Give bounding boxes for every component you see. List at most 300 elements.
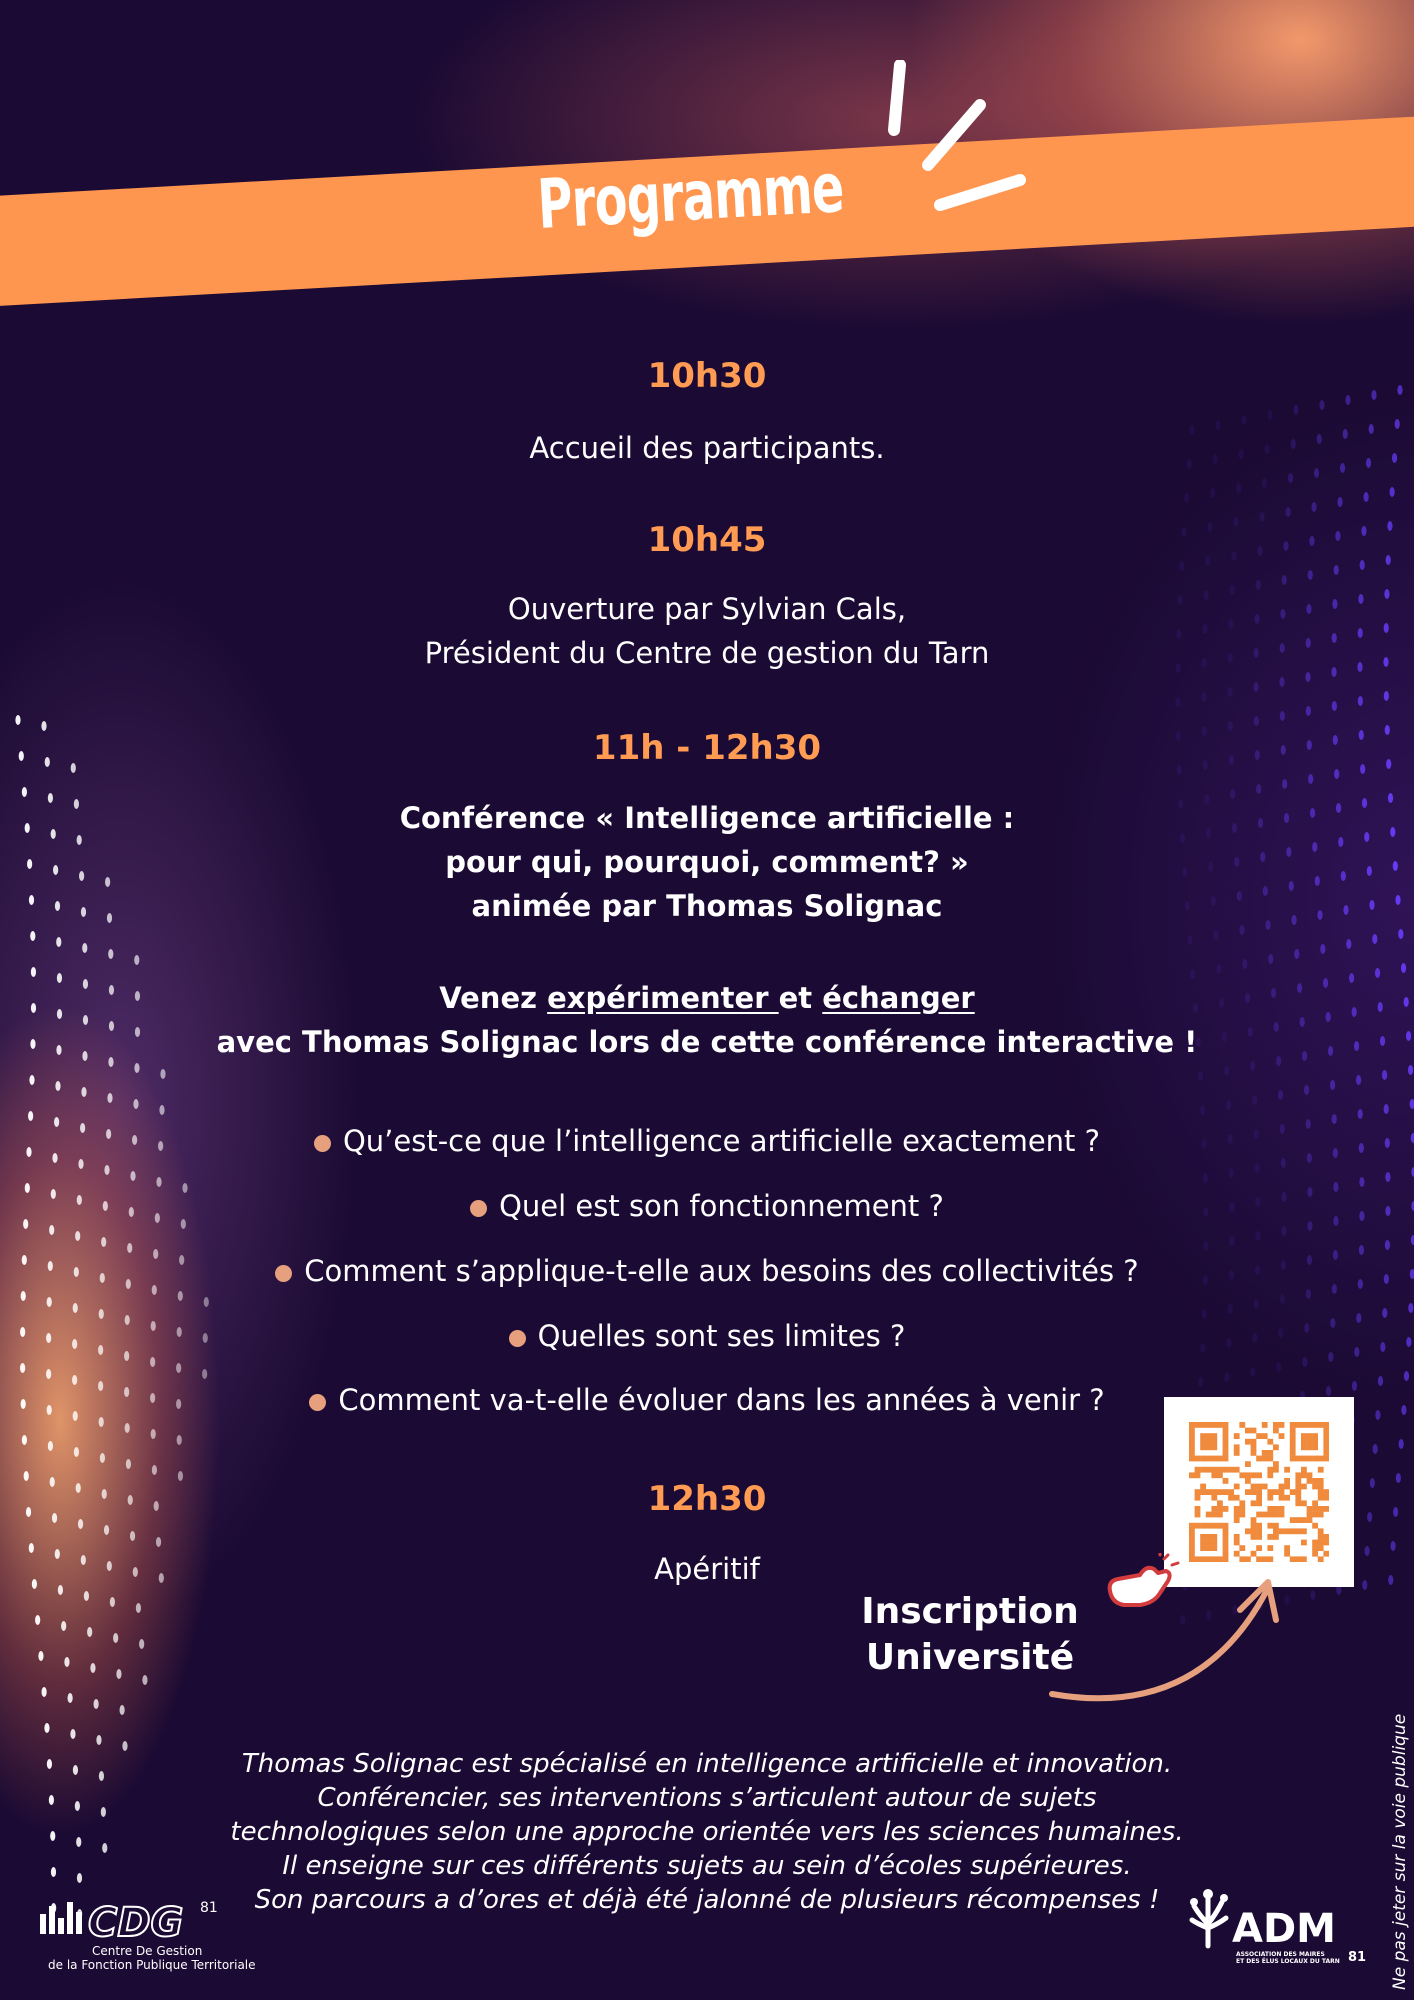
qr-module bbox=[1295, 1528, 1301, 1534]
qr-module bbox=[1312, 1444, 1318, 1450]
qr-module bbox=[1301, 1484, 1307, 1490]
decor-dot bbox=[1224, 1372, 1229, 1382]
qr-module bbox=[1217, 1456, 1223, 1462]
decor-dot bbox=[15, 715, 20, 725]
decor-dot bbox=[152, 1465, 157, 1475]
qr-module bbox=[1206, 1489, 1212, 1495]
decor-dot bbox=[151, 1429, 156, 1439]
qr-module bbox=[1195, 1512, 1201, 1518]
qr-module bbox=[1200, 1439, 1206, 1445]
decor-dot bbox=[47, 1297, 52, 1307]
list-item: Qu’est-ce que l’intelligence artificielle exactement ? bbox=[0, 1124, 1414, 1158]
qr-module bbox=[1273, 1428, 1279, 1434]
decor-dot bbox=[1203, 1173, 1208, 1183]
qr-module bbox=[1290, 1428, 1296, 1434]
qr-module bbox=[1200, 1467, 1206, 1473]
qr-module bbox=[1295, 1484, 1301, 1490]
qr-module bbox=[1195, 1489, 1201, 1495]
qr-module bbox=[1211, 1512, 1217, 1518]
decor-dot bbox=[202, 1369, 207, 1379]
qr-module bbox=[1318, 1495, 1324, 1501]
qr-module bbox=[1256, 1512, 1262, 1518]
qr-module bbox=[1307, 1444, 1313, 1450]
decor-dot bbox=[1363, 492, 1368, 502]
decor-dot bbox=[176, 1363, 181, 1373]
qr-module bbox=[1189, 1439, 1195, 1445]
bullet-dot-icon bbox=[314, 1135, 331, 1152]
qr-module bbox=[1301, 1456, 1307, 1462]
qr-module bbox=[1262, 1450, 1268, 1456]
qr-module bbox=[1279, 1506, 1285, 1512]
qr-module bbox=[1295, 1422, 1301, 1428]
qr-module bbox=[1200, 1484, 1206, 1490]
decor-dot bbox=[1332, 701, 1337, 711]
qr-module bbox=[1234, 1512, 1240, 1518]
decor-dot bbox=[1311, 502, 1316, 512]
schedule-text: Ouverture par Sylvian Cals, bbox=[507, 592, 907, 626]
qr-module bbox=[1223, 1428, 1229, 1434]
qr-code[interactable] bbox=[1164, 1397, 1354, 1587]
decor-dot bbox=[94, 1699, 99, 1709]
decor-dot bbox=[120, 1705, 125, 1715]
qr-module bbox=[1312, 1456, 1318, 1462]
qr-module bbox=[1211, 1556, 1217, 1562]
decor-dot bbox=[156, 1537, 161, 1547]
qr-module bbox=[1189, 1556, 1195, 1562]
qr-module bbox=[1189, 1422, 1195, 1428]
decor-dot bbox=[156, 1177, 161, 1187]
qr-module bbox=[1323, 1450, 1329, 1456]
decor-dot bbox=[1216, 964, 1221, 974]
qr-module bbox=[1279, 1484, 1285, 1490]
qr-module bbox=[1228, 1495, 1234, 1501]
qr-module bbox=[1295, 1500, 1301, 1506]
decor-dot bbox=[1384, 1104, 1389, 1114]
qr-module bbox=[1239, 1422, 1245, 1428]
decor-dot bbox=[96, 1735, 101, 1745]
decor-dot bbox=[107, 1093, 112, 1103]
qr-module bbox=[1189, 1523, 1195, 1529]
qr-module bbox=[1290, 1444, 1296, 1450]
decor-dot bbox=[1384, 691, 1389, 701]
qr-module bbox=[1206, 1545, 1212, 1551]
qr-module bbox=[1295, 1478, 1301, 1484]
qr-module bbox=[1223, 1433, 1229, 1439]
side-note: Ne pas jeter sur la voie publique bbox=[1390, 1713, 1410, 1990]
qr-module bbox=[1318, 1545, 1324, 1551]
qr-module bbox=[1301, 1433, 1307, 1439]
qr-module bbox=[1290, 1433, 1296, 1439]
qr-module bbox=[1234, 1433, 1240, 1439]
decor-dot bbox=[1399, 1439, 1404, 1449]
qr-module bbox=[1279, 1422, 1285, 1428]
decor-dot bbox=[101, 1237, 106, 1247]
decor-dot bbox=[1306, 1289, 1311, 1299]
qr-module bbox=[1256, 1556, 1262, 1562]
qr-module bbox=[1195, 1467, 1201, 1473]
decor-dot bbox=[1252, 1095, 1257, 1105]
qr-module bbox=[1290, 1489, 1296, 1495]
qr-module bbox=[1256, 1500, 1262, 1506]
qr-module bbox=[1217, 1523, 1223, 1529]
time-label: 10h45 bbox=[647, 520, 767, 560]
decor-dot bbox=[1187, 935, 1192, 945]
qr-module bbox=[1251, 1534, 1257, 1540]
decor-dot bbox=[1200, 1105, 1205, 1115]
qr-module bbox=[1312, 1484, 1318, 1490]
decor-dot bbox=[1255, 1231, 1260, 1241]
registration-label: Inscription Université bbox=[861, 1591, 1079, 1678]
qr-module bbox=[1290, 1456, 1296, 1462]
decor-dot bbox=[1229, 1236, 1234, 1246]
qr-module bbox=[1206, 1467, 1212, 1473]
qr-module bbox=[1256, 1433, 1262, 1439]
qr-module bbox=[1251, 1428, 1257, 1434]
decor-dot bbox=[1308, 570, 1313, 580]
qr-module bbox=[1267, 1495, 1273, 1501]
qr-module bbox=[1295, 1556, 1301, 1562]
qr-module bbox=[1301, 1467, 1307, 1473]
qr-module bbox=[1318, 1456, 1324, 1462]
qr-module bbox=[1245, 1528, 1251, 1534]
decor-dot bbox=[55, 1081, 60, 1091]
decor-dot bbox=[1241, 415, 1246, 425]
qr-module bbox=[1273, 1489, 1279, 1495]
qr-module bbox=[1295, 1517, 1301, 1523]
qr-module bbox=[1262, 1484, 1268, 1490]
list-item: Comment va-t-elle évoluer dans les années à venir ? bbox=[0, 1383, 1414, 1417]
qr-module bbox=[1234, 1517, 1240, 1523]
qr-module bbox=[1267, 1523, 1273, 1529]
qr-module bbox=[1273, 1461, 1279, 1467]
qr-module bbox=[1273, 1528, 1279, 1534]
decor-dot bbox=[1262, 478, 1267, 488]
decor-dot bbox=[1242, 959, 1247, 969]
decor-dot bbox=[1229, 1168, 1234, 1178]
qr-module bbox=[1223, 1489, 1229, 1495]
decor-dot bbox=[1328, 1352, 1333, 1362]
decor-dot bbox=[20, 1363, 25, 1373]
decor-dot bbox=[1294, 949, 1299, 959]
cdg-subtitle: Centre De Gestion de la Fonction Publique Territoriale bbox=[48, 1944, 256, 1972]
decor-dot bbox=[70, 1729, 75, 1739]
qr-module bbox=[1239, 1506, 1245, 1512]
decor-dot bbox=[44, 1723, 49, 1733]
qr-module bbox=[1211, 1444, 1217, 1450]
qr-module bbox=[1267, 1450, 1273, 1456]
qr-module bbox=[1211, 1456, 1217, 1462]
adm-number: 81 bbox=[1348, 1950, 1367, 1965]
qr-module bbox=[1206, 1433, 1212, 1439]
decor-dot bbox=[87, 1627, 92, 1637]
qr-module bbox=[1262, 1433, 1268, 1439]
qr-module bbox=[1284, 1528, 1290, 1534]
decor-dot bbox=[1408, 1303, 1413, 1313]
qr-module bbox=[1318, 1467, 1324, 1473]
qr-module bbox=[1239, 1500, 1245, 1506]
qr-module bbox=[1251, 1484, 1257, 1490]
qr-module bbox=[1195, 1556, 1201, 1562]
decor-dot bbox=[1210, 488, 1215, 498]
qr-module bbox=[1200, 1456, 1206, 1462]
decor-dot bbox=[178, 1291, 183, 1301]
qr-module bbox=[1228, 1489, 1234, 1495]
qr-module bbox=[1223, 1467, 1229, 1473]
qr-module bbox=[1312, 1478, 1318, 1484]
decor-dot bbox=[61, 1621, 66, 1631]
qr-module bbox=[1318, 1556, 1324, 1562]
qr-module bbox=[1267, 1545, 1273, 1551]
qr-module bbox=[1217, 1556, 1223, 1562]
qr-module bbox=[1211, 1545, 1217, 1551]
qr-module bbox=[1318, 1489, 1324, 1495]
qr-module bbox=[1301, 1556, 1307, 1562]
qr-module bbox=[1200, 1422, 1206, 1428]
qr-module bbox=[1307, 1478, 1313, 1484]
qr-module bbox=[1223, 1478, 1229, 1484]
decor-dot bbox=[1358, 1109, 1363, 1119]
qr-module bbox=[1206, 1556, 1212, 1562]
qr-module bbox=[1211, 1534, 1217, 1540]
qr-module bbox=[1223, 1534, 1229, 1540]
decor-dot bbox=[1175, 697, 1180, 707]
decor-dot bbox=[1213, 930, 1218, 940]
qr-module bbox=[1251, 1444, 1257, 1450]
decor-dot bbox=[1285, 507, 1290, 517]
decor-dot bbox=[1202, 1309, 1207, 1319]
qr-module bbox=[1256, 1456, 1262, 1462]
decor-dot bbox=[1276, 1362, 1281, 1372]
qr-module bbox=[1206, 1439, 1212, 1445]
qr-module bbox=[1189, 1551, 1195, 1557]
qr-module bbox=[1239, 1512, 1245, 1518]
invite-line-2: avec Thomas Solignac lors de cette conférence interactive ! bbox=[216, 1025, 1198, 1059]
decor-dot bbox=[73, 1303, 78, 1313]
decor-dot bbox=[42, 1687, 47, 1697]
qr-module bbox=[1256, 1495, 1262, 1501]
qr-module bbox=[1200, 1444, 1206, 1450]
qr-module bbox=[1312, 1540, 1318, 1546]
decor-dot bbox=[1256, 784, 1261, 794]
qr-module bbox=[1323, 1444, 1329, 1450]
time-label: 11h - 12h30 bbox=[592, 728, 822, 768]
decor-dot bbox=[90, 1663, 95, 1673]
qr-module bbox=[1267, 1556, 1273, 1562]
decor-dot bbox=[29, 1075, 34, 1085]
qr-module bbox=[1323, 1551, 1329, 1557]
decor-dot bbox=[1385, 1172, 1390, 1182]
decor-dot bbox=[21, 1291, 26, 1301]
qr-module bbox=[1312, 1545, 1318, 1551]
qr-module bbox=[1223, 1450, 1229, 1456]
decor-dot bbox=[1319, 400, 1324, 410]
decor-dot bbox=[1410, 1099, 1414, 1109]
svg-text:CDG: CDG bbox=[88, 1900, 184, 1946]
qr-module bbox=[1323, 1422, 1329, 1428]
qr-module bbox=[1312, 1422, 1318, 1428]
qr-module bbox=[1256, 1484, 1262, 1490]
decor-dot bbox=[1359, 1177, 1364, 1187]
qr-module bbox=[1273, 1506, 1279, 1512]
qr-module bbox=[1295, 1472, 1301, 1478]
conference-speaker: animée par Thomas Solignac bbox=[471, 889, 943, 923]
qr-module bbox=[1189, 1456, 1195, 1462]
qr-module bbox=[1189, 1433, 1195, 1439]
adm-logo bbox=[1188, 1884, 1348, 1954]
qr-module bbox=[1200, 1545, 1206, 1551]
qr-module bbox=[1256, 1523, 1262, 1529]
qr-module bbox=[1189, 1540, 1195, 1546]
qr-module bbox=[1295, 1489, 1301, 1495]
qr-module bbox=[1262, 1512, 1268, 1518]
qr-module bbox=[1211, 1489, 1217, 1495]
qr-module bbox=[1239, 1472, 1245, 1478]
decor-dot bbox=[1284, 1595, 1289, 1605]
decor-dot bbox=[74, 1447, 79, 1457]
decor-dot bbox=[1356, 1075, 1361, 1085]
qr-module bbox=[1189, 1528, 1195, 1534]
qr-module bbox=[1239, 1556, 1245, 1562]
qr-module bbox=[1267, 1506, 1273, 1512]
decor-dot bbox=[104, 1165, 109, 1175]
qr-module bbox=[1301, 1439, 1307, 1445]
qr-module bbox=[1200, 1540, 1206, 1546]
qr-module bbox=[1307, 1422, 1313, 1428]
decor-dot bbox=[78, 1159, 83, 1169]
decor-dot bbox=[1282, 575, 1287, 585]
qr-module bbox=[1217, 1472, 1223, 1478]
qr-module bbox=[1251, 1528, 1257, 1534]
bullet-dot-icon bbox=[509, 1330, 526, 1347]
qr-module bbox=[1267, 1534, 1273, 1540]
qr-module bbox=[1251, 1517, 1257, 1523]
decor-dot bbox=[22, 1435, 27, 1445]
decor-dot bbox=[136, 1603, 141, 1613]
qr-module bbox=[1312, 1439, 1318, 1445]
decor-dot bbox=[1281, 1226, 1286, 1236]
qr-module bbox=[1290, 1439, 1296, 1445]
qr-module bbox=[1206, 1523, 1212, 1529]
decor-dot bbox=[1310, 1590, 1315, 1600]
qr-module bbox=[1223, 1540, 1229, 1546]
qr-module bbox=[1256, 1472, 1262, 1478]
qr-module bbox=[1245, 1461, 1251, 1467]
decor-dot bbox=[99, 1309, 104, 1319]
speaker-bio: Thomas Solignac est spécialisé en intelligence artificielle et innovation. Conférencier, ses interventions s’articulent autour de sujets technologiques selon une approche orientée vers les sciences humaines. Il enseigne sur ces différents sujets au sein d’écoles supérieures. Son parcours a d’ores et déjà été jalonné de plusieurs récompenses ! bbox=[230, 1749, 1184, 1915]
decor-dot bbox=[1345, 395, 1350, 405]
qr-module bbox=[1189, 1428, 1195, 1434]
qr-module bbox=[1239, 1545, 1245, 1551]
decor-dot bbox=[100, 1453, 105, 1463]
decor-dot bbox=[1268, 954, 1273, 964]
qr-module bbox=[1234, 1506, 1240, 1512]
decor-dot bbox=[159, 1105, 164, 1115]
qr-module bbox=[1195, 1456, 1201, 1462]
qr-module bbox=[1206, 1512, 1212, 1518]
decor-dot bbox=[139, 1639, 144, 1649]
qr-module bbox=[1245, 1428, 1251, 1434]
decor-dot bbox=[1203, 1241, 1208, 1251]
qr-module bbox=[1267, 1472, 1273, 1478]
decor-dot bbox=[113, 1633, 118, 1643]
qr-module bbox=[1262, 1456, 1268, 1462]
qr-module bbox=[1211, 1495, 1217, 1501]
decor-dot bbox=[1280, 711, 1285, 721]
qr-module bbox=[1307, 1512, 1313, 1518]
qr-module bbox=[1301, 1472, 1307, 1478]
page-title: Programme bbox=[535, 149, 846, 245]
decor-dot bbox=[142, 1675, 147, 1685]
qr-module bbox=[1217, 1467, 1223, 1473]
qr-module bbox=[1200, 1433, 1206, 1439]
qr-module bbox=[1211, 1439, 1217, 1445]
decor-dot bbox=[1254, 1299, 1259, 1309]
decor-dot bbox=[56, 937, 61, 947]
decor-dot bbox=[75, 1231, 80, 1241]
decor-dot bbox=[1282, 779, 1287, 789]
qr-module bbox=[1234, 1484, 1240, 1490]
qr-module bbox=[1318, 1528, 1324, 1534]
qr-module bbox=[1251, 1500, 1257, 1506]
decor-dot bbox=[84, 1591, 89, 1601]
decor-dot bbox=[127, 1243, 132, 1253]
svg-text:81: 81 bbox=[200, 1900, 218, 1916]
qr-module bbox=[1234, 1444, 1240, 1450]
qr-module bbox=[1318, 1506, 1324, 1512]
qr-module bbox=[1323, 1495, 1329, 1501]
sparkle-icon bbox=[870, 60, 1030, 220]
qr-module bbox=[1195, 1506, 1201, 1512]
qr-module bbox=[1273, 1534, 1279, 1540]
qr-module bbox=[1312, 1500, 1318, 1506]
qr-module bbox=[1295, 1456, 1301, 1462]
qr-module bbox=[1234, 1540, 1240, 1546]
decor-dot bbox=[104, 1525, 109, 1535]
qr-module bbox=[1223, 1444, 1229, 1450]
qr-module bbox=[1284, 1551, 1290, 1557]
qr-module bbox=[1251, 1523, 1257, 1529]
invite-line-1: Venez expérimenter et échanger bbox=[439, 981, 975, 1015]
decor-dot bbox=[1179, 561, 1184, 571]
qr-module bbox=[1323, 1433, 1329, 1439]
decor-dot bbox=[134, 955, 139, 965]
qr-module bbox=[1217, 1500, 1223, 1506]
qr-module bbox=[1200, 1534, 1206, 1540]
decor-dot bbox=[1236, 483, 1241, 493]
qr-module bbox=[1301, 1528, 1307, 1534]
decor-dot bbox=[1250, 1367, 1255, 1377]
qr-module bbox=[1301, 1500, 1307, 1506]
decor-dot bbox=[28, 1111, 33, 1121]
qr-module bbox=[1318, 1422, 1324, 1428]
list-item: Quelles sont ses limites ? bbox=[0, 1319, 1414, 1353]
decor-dot bbox=[1332, 1114, 1337, 1124]
qr-module bbox=[1256, 1545, 1262, 1551]
bullet-dot-icon bbox=[470, 1200, 487, 1217]
decor-dot bbox=[82, 943, 87, 953]
qr-module bbox=[1223, 1422, 1229, 1428]
qr-module bbox=[1301, 1444, 1307, 1450]
qr-module bbox=[1290, 1528, 1296, 1534]
decor-dot bbox=[1404, 1371, 1409, 1381]
decor-dot bbox=[1201, 692, 1206, 702]
qr-module bbox=[1223, 1506, 1229, 1512]
qr-module bbox=[1279, 1528, 1285, 1534]
qr-module bbox=[1307, 1517, 1313, 1523]
adm-subtitle: ASSOCIATION DES MAIRES ET DES ÉLUS LOCAUX DU TARN bbox=[1236, 1951, 1340, 1965]
decor-dot bbox=[1382, 1308, 1387, 1318]
qr-module bbox=[1290, 1450, 1296, 1456]
